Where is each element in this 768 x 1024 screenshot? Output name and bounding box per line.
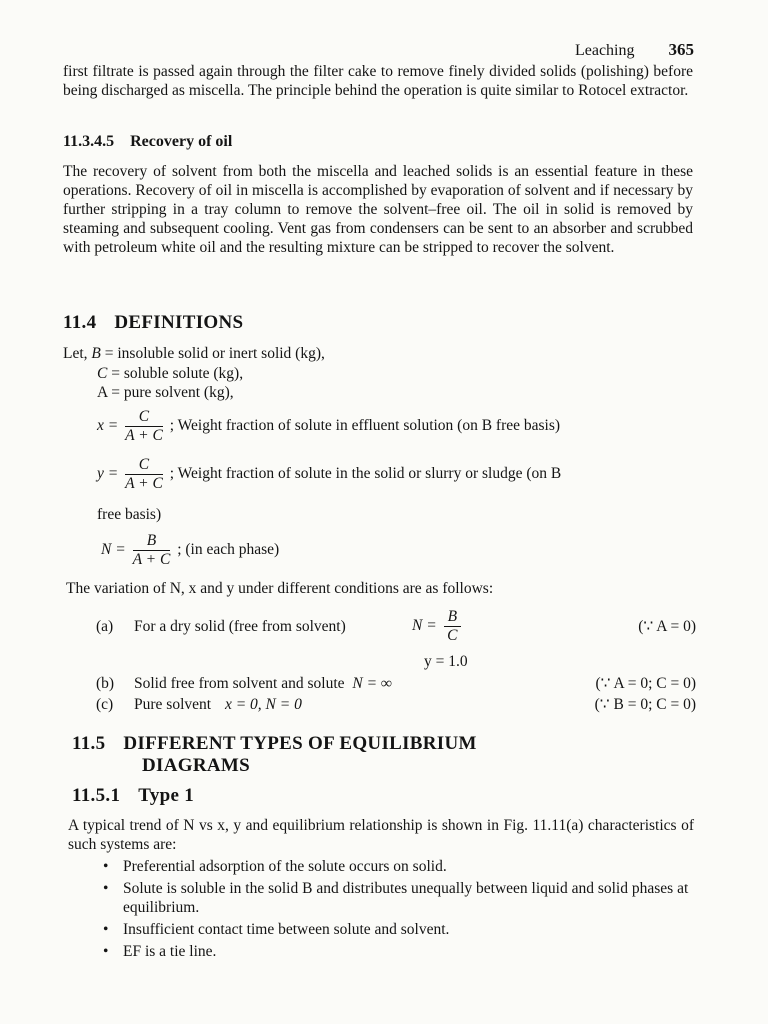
section-heading-11345 <box>63 132 232 151</box>
definition-text: = pure solvent (kg), <box>111 384 234 401</box>
fraction-numerator: B <box>444 608 461 627</box>
equation-y-continuation: free basis) <box>97 506 162 523</box>
fraction-numerator: B <box>133 532 171 551</box>
equation-lhs: y = <box>97 465 119 483</box>
fraction <box>444 608 461 645</box>
condition-text: Pure solvent <box>134 696 212 713</box>
condition-expression: N = ∞ <box>352 675 392 692</box>
definition-symbol: A <box>97 384 108 401</box>
definition-symbol: C <box>97 365 108 382</box>
let-prefix: Let, <box>63 345 88 362</box>
fraction-denominator: A + C <box>132 551 171 568</box>
variation-intro: The variation of N, x and y under different conditions are as follows: <box>66 580 494 597</box>
fraction-numerator: C <box>125 456 163 475</box>
condition-label: (a) <box>96 618 114 635</box>
type1-bullet-list <box>101 857 696 964</box>
condition-expression: x = 0, N = 0 <box>224 696 302 713</box>
running-section-title: Leaching <box>574 42 635 59</box>
fraction-denominator: C <box>447 627 458 644</box>
condition-text: Solid free from solvent and solute <box>134 675 345 692</box>
fraction-numerator: C <box>125 408 163 427</box>
condition-a-extra: y = 1.0 <box>424 653 468 670</box>
list-item: • EF is a tie line. <box>101 942 696 961</box>
condition-label: (b) <box>96 675 115 692</box>
equation-y <box>97 456 561 493</box>
section-title: Type 1 <box>138 785 195 806</box>
equation-description: ; (in each phase) <box>177 541 280 559</box>
equation-n <box>101 532 279 569</box>
definition-row-b <box>63 344 325 363</box>
condition-text: For a dry solid (free from solvent) <box>134 618 346 635</box>
section-title-line2: DIAGRAMS <box>142 755 250 776</box>
equation-description: ; Weight fraction of solute in effluent solution (on B free basis) <box>169 417 561 435</box>
condition-a <box>96 608 696 648</box>
condition-b <box>96 674 696 694</box>
fraction-denominator: A + C <box>125 475 163 492</box>
section-title-line1: DIFFERENT TYPES OF EQUILIBRIUM <box>123 733 477 754</box>
section-title: DEFINITIONS <box>114 312 244 333</box>
running-header <box>575 40 694 60</box>
section-heading-1151 <box>72 786 194 805</box>
list-item: • Insufficient contact time between solute and solvent. <box>101 920 696 939</box>
definition-text: = insoluble solid or inert solid (kg), <box>104 345 325 362</box>
definition-symbol: B <box>91 345 101 362</box>
section-heading-115 <box>72 734 477 753</box>
fraction-denominator: A + C <box>125 427 163 444</box>
section-number: 11.3.4.5 <box>63 133 115 150</box>
section-number: 11.4 <box>63 312 97 333</box>
condition-note: (∵ B = 0; C = 0) <box>594 696 696 713</box>
section-heading-114 <box>63 313 243 332</box>
type1-paragraph: A typical trend of N vs x, y and equilibrium relationship is shown in Fig. 11.11(a) characteristics of such systems are: <box>68 817 694 853</box>
condition-expression-lhs: N = <box>412 617 437 635</box>
section-number: 11.5 <box>72 733 106 754</box>
intro-paragraph: first filtrate is passed again through the filter cake to remove finely divided solids (polishing) before being discharged as miscella. The principle behind the operation is quite similar to Rotocel extractor. <box>63 63 693 99</box>
equation-x <box>97 408 560 445</box>
condition-label: (c) <box>96 696 114 713</box>
equation-lhs: N = <box>101 541 126 559</box>
section-number: 11.5.1 <box>72 785 121 806</box>
equation-lhs: x = <box>97 417 119 435</box>
section-title: Recovery of oil <box>130 133 233 150</box>
list-item: • Solute is soluble in the solid B and distributes unequally between liquid and solid phases at equilibrium. <box>101 879 696 917</box>
list-item: • Preferential adsorption of the solute occurs on solid. <box>101 857 696 876</box>
condition-note: (∵ A = 0) <box>638 618 696 635</box>
equation-description: ; Weight fraction of solute in the solid or slurry or sludge (on B <box>169 465 562 483</box>
definition-text: = soluble solute (kg), <box>111 365 244 382</box>
condition-note: (∵ A = 0; C = 0) <box>595 675 696 692</box>
condition-c <box>96 695 696 715</box>
fraction <box>125 456 163 493</box>
recovery-of-oil-paragraph: The recovery of solvent from both the miscella and leached solids is an essential feature in these operations. Recovery of oil in miscella is accomplished by evaporation of solvent and if necessary by further stripping in a tray column to remove the solvent–free oil. The oil in solid is removed by steaming and subsequent cooling. Vent gas from condensers can be sent to an absorber and scrubbed with petroleum white oil and the resulting mixture can be stripped to recover the solvent. <box>63 163 693 256</box>
definition-row-c <box>97 364 243 383</box>
fraction <box>125 408 163 445</box>
page-number: 365 <box>668 40 694 59</box>
fraction <box>133 532 171 569</box>
definition-row-a <box>97 383 234 402</box>
